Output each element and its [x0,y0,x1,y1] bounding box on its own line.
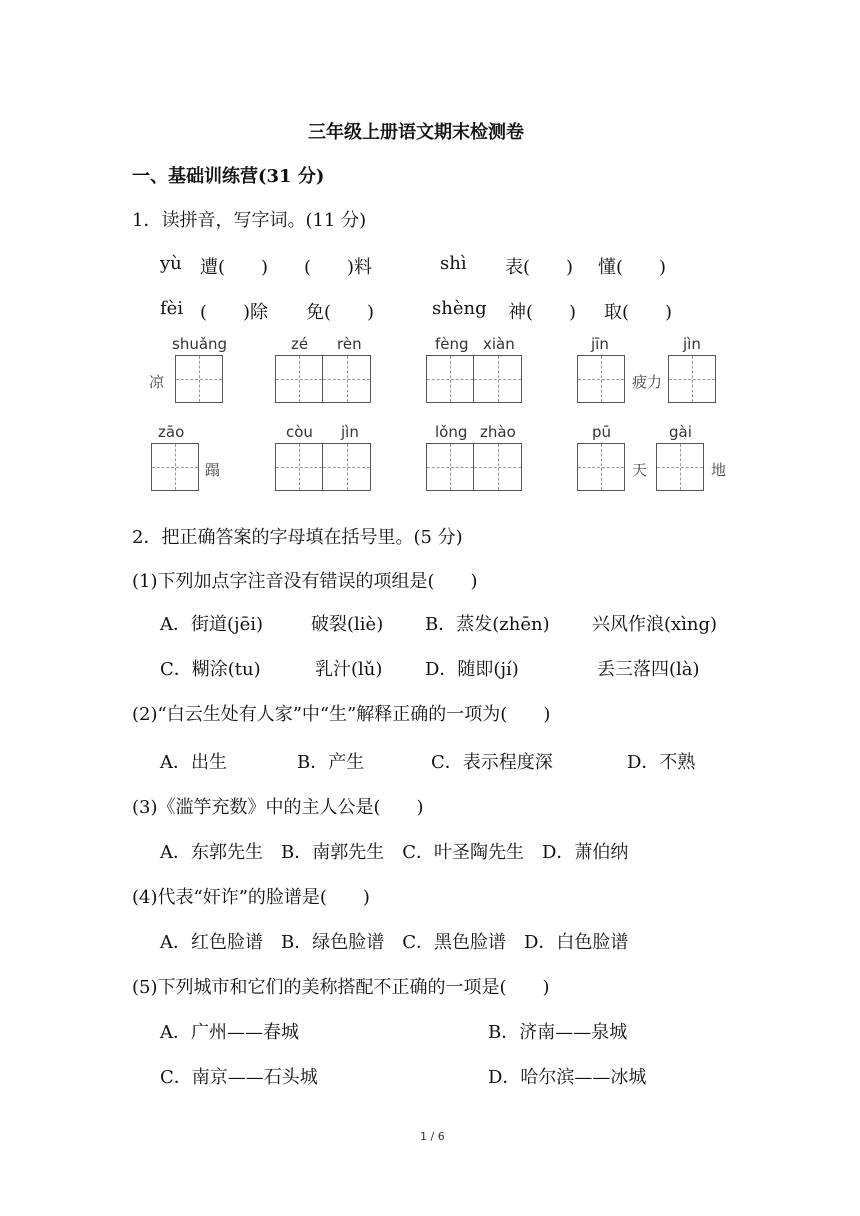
q2-sub5-option-d: D．哈尔滨——冰城 [488,1067,647,1088]
grid-char: 蹋 [205,461,221,479]
q1-row1-blank-b2[interactable]: 懂( ) [598,257,667,278]
q2-sub2-option-b: B．产生 [297,752,365,773]
grid-pinyin: fèng [435,335,469,353]
q2-sub4-stem: (4)代表“奸诈”的脸谱是( ) [132,887,370,908]
writing-grid[interactable] [426,355,522,403]
q2-sub1-option-d: D．随即(jí) [425,659,519,680]
grid-pinyin: zé [291,335,309,353]
writing-grid[interactable] [275,443,371,491]
grid-pinyin: gài [669,423,692,441]
q1-row2-blank-a2[interactable]: 免( ) [306,302,375,323]
writing-grid[interactable] [275,355,371,403]
q2-sub1-stem: (1)下列加点字注音没有错误的项组是( ) [132,571,478,592]
writing-grid[interactable] [426,443,522,491]
q2-sub1-option-c2: 乳汁(lǔ) [315,659,383,680]
grid-pinyin: rèn [337,335,362,353]
q2-sub4-options: A．红色脸谱 B．绿色脸谱 C．黑色脸谱 D．白色脸谱 [160,932,629,953]
grid-char: 地 [711,461,727,479]
q2-sub1-option-a2: 破裂(liè) [311,614,384,635]
q2-sub5-option-a: A．广州——春城 [160,1022,299,1043]
q2-sub5-option-c: C．南京——石头城 [160,1067,318,1088]
section-heading: 一、基础训练营(31 分) [132,166,325,187]
writing-grid[interactable] [577,355,625,403]
page-number: 1 / 6 [420,1130,445,1143]
grid-pinyin: jìn [341,423,359,441]
grid-pinyin: jìn [683,335,701,353]
q2-sub2-stem: (2)“白云生处有人家”中“生”解释正确的一项为( ) [132,704,551,725]
writing-grid[interactable] [151,443,199,491]
q1-row2-blank-b1[interactable]: 神( ) [508,302,577,323]
q2-sub3-stem: (3)《滥竽充数》中的主人公是( ) [132,797,424,818]
q1-row2-pinyin-a: fèi [160,298,184,319]
q2-sub1-option-c: C．糊涂(tu) [160,659,261,680]
q2-sub2-option-c: C．表示程度深 [431,752,553,773]
q2-sub1-option-a: A．街道(jēi) [160,614,264,635]
grid-char: 疲力 [632,373,663,391]
q2-sub2-option-d: D．不熟 [627,752,696,773]
q1-row1-blank-a2[interactable]: ( )料 [304,257,373,278]
writing-grid[interactable] [175,355,223,403]
grid-char: 凉 [149,373,165,391]
grid-pinyin: zhào [480,423,516,441]
grid-pinyin: shuǎng [172,335,228,353]
q2-sub1-option-b: B．蒸发(zhēn) [425,614,550,635]
question-2-label: 2．把正确答案的字母填在括号里。(5 分) [132,527,463,548]
grid-pinyin: lǒng [435,423,468,441]
writing-grid[interactable] [577,443,625,491]
q2-sub3-options: A．东郭先生 B．南郭先生 C．叶圣陶先生 D．萧伯纳 [160,842,629,863]
q2-sub5-option-b: B．济南——泉城 [488,1022,628,1043]
q2-sub5-stem: (5)下列城市和它们的美称搭配不正确的一项是( ) [132,977,550,998]
q1-row2-blank-a1[interactable]: ( )除 [200,302,269,323]
q1-row2-blank-b2[interactable]: 取( ) [604,302,673,323]
q1-row1-blank-b1[interactable]: 表( ) [505,257,574,278]
q1-row2-pinyin-b: shèng [432,298,487,319]
grid-pinyin: jīn [591,335,609,353]
q1-row1-blank-a1[interactable]: 遭( ) [200,257,269,278]
q2-sub2-option-a: A．出生 [160,752,227,773]
question-1-label: 1．读拼音，写字词。(11 分) [132,210,367,231]
page-title: 三年级上册语文期末检测卷 [308,122,524,143]
writing-grid[interactable] [656,443,704,491]
grid-pinyin: xiàn [483,335,515,353]
q1-row1-pinyin-a: yù [160,253,182,274]
writing-grid[interactable] [668,355,716,403]
q1-row1-pinyin-b: shì [440,253,467,274]
grid-pinyin: còu [286,423,313,441]
grid-pinyin: zāo [158,423,185,441]
q2-sub1-option-d2: 丢三落四(là) [597,659,700,680]
grid-pinyin: pū [592,423,612,441]
grid-char: 天 [632,461,648,479]
q2-sub1-option-b2: 兴风作浪(xìng) [592,614,718,635]
